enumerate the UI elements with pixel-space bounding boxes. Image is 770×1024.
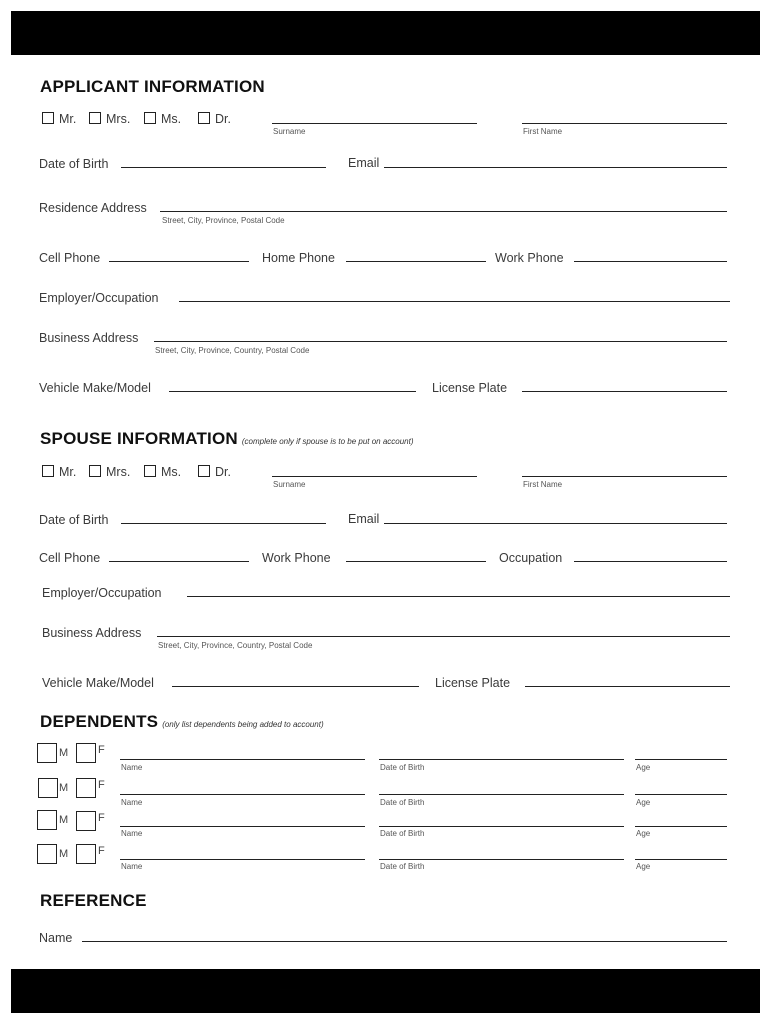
spouse-vehicle-label: Vehicle Make/Model xyxy=(42,676,154,690)
spouse-occupation-field[interactable] xyxy=(574,561,727,562)
dependent-2-name-label: Name xyxy=(121,798,143,807)
reference-name-field[interactable] xyxy=(82,941,727,942)
dependent-4-dob-label: Date of Birth xyxy=(380,862,425,871)
applicant-heading: APPLICANT INFORMATION xyxy=(40,77,265,96)
applicant-home-field[interactable] xyxy=(346,261,486,262)
footer-bar xyxy=(11,969,760,1013)
spouse-first-name-label: First Name xyxy=(523,480,563,489)
spouse-heading xyxy=(40,429,414,449)
applicant-business-hint: Street, City, Province, Country, Postal Code xyxy=(155,346,310,355)
applicant-vehicle-field[interactable] xyxy=(169,391,416,392)
applicant-home-label: Home Phone xyxy=(262,251,335,265)
spouse-email-label: Email xyxy=(348,512,380,526)
dependent-3-name-label: Name xyxy=(121,829,143,838)
spouse-first-name-field[interactable] xyxy=(522,476,727,477)
dependent-3-age-field[interactable] xyxy=(635,826,727,827)
spouse-heading-text: SPOUSE INFORMATION xyxy=(40,429,238,448)
dependent-3-female-checkbox[interactable] xyxy=(76,811,96,831)
dependent-4-female-checkbox[interactable] xyxy=(76,844,96,864)
dependent-1-name-label: Name xyxy=(121,763,143,772)
dependent-2-age-field[interactable] xyxy=(635,794,727,795)
dependent-4-female-label: F xyxy=(98,845,105,857)
applicant-residence-label: Residence Address xyxy=(39,201,147,215)
dependent-4-dob-field[interactable] xyxy=(379,859,624,860)
dependent-1-dob-label: Date of Birth xyxy=(380,763,425,772)
spouse-email-field[interactable] xyxy=(384,523,727,524)
applicant-dob-label: Date of Birth xyxy=(39,157,109,171)
spouse-mrs-checkbox[interactable] xyxy=(89,465,101,477)
spouse-occupation-label: Occupation xyxy=(499,551,563,565)
spouse-mr-checkbox[interactable] xyxy=(42,465,54,477)
spouse-work-label: Work Phone xyxy=(262,551,331,565)
applicant-plate-label: License Plate xyxy=(432,381,508,395)
dependent-1-age-label: Age xyxy=(636,763,651,772)
applicant-dob-field[interactable] xyxy=(121,167,326,168)
dependents-heading xyxy=(40,712,324,732)
dependent-1-male-checkbox[interactable] xyxy=(37,743,57,763)
applicant-work-field[interactable] xyxy=(574,261,727,262)
dependent-3-male-label: M xyxy=(59,814,69,826)
spouse-dob-field[interactable] xyxy=(121,523,326,524)
dependent-4-age-field[interactable] xyxy=(635,859,727,860)
spouse-ms-checkbox[interactable] xyxy=(144,465,156,477)
dependent-4-age-label: Age xyxy=(636,862,651,871)
applicant-email-field[interactable] xyxy=(384,167,727,168)
dependents-note: (only list dependents being added to account) xyxy=(162,720,324,729)
dependent-2-age-label: Age xyxy=(636,798,651,807)
applicant-business-field[interactable] xyxy=(154,341,727,342)
dependent-2-female-checkbox[interactable] xyxy=(76,778,96,798)
dependent-1-age-field[interactable] xyxy=(635,759,727,760)
spouse-employer-field[interactable] xyxy=(187,596,730,597)
applicant-ms-checkbox[interactable] xyxy=(144,112,156,124)
applicant-residence-field[interactable] xyxy=(160,211,727,212)
spouse-plate-label: License Plate xyxy=(435,676,511,690)
applicant-dr-checkbox[interactable] xyxy=(198,112,210,124)
applicant-business-label: Business Address xyxy=(39,331,139,345)
spouse-employer-label: Employer/Occupation xyxy=(42,586,162,600)
dependent-2-male-checkbox[interactable] xyxy=(38,778,58,798)
spouse-vehicle-field[interactable] xyxy=(172,686,419,687)
spouse-business-hint: Street, City, Province, Country, Postal Code xyxy=(158,641,313,650)
dependent-3-dob-label: Date of Birth xyxy=(380,829,425,838)
applicant-vehicle-label: Vehicle Make/Model xyxy=(39,381,151,395)
dependent-2-dob-label: Date of Birth xyxy=(380,798,425,807)
spouse-plate-field[interactable] xyxy=(525,686,730,687)
dependent-1-dob-field[interactable] xyxy=(379,759,624,760)
dependent-1-male-label: M xyxy=(59,747,69,759)
dependent-2-male-label: M xyxy=(59,782,69,794)
applicant-dr-label: Dr. xyxy=(215,112,231,126)
dependent-3-dob-field[interactable] xyxy=(379,826,624,827)
dependents-heading-text: DEPENDENTS xyxy=(40,712,159,731)
applicant-email-label: Email xyxy=(348,156,380,170)
applicant-work-label: Work Phone xyxy=(495,251,564,265)
dependent-4-name-field[interactable] xyxy=(120,859,365,860)
spouse-mr-label: Mr. xyxy=(59,465,77,479)
applicant-residence-hint: Street, City, Province, Postal Code xyxy=(162,216,285,225)
spouse-cell-label: Cell Phone xyxy=(39,551,101,565)
spouse-dob-label: Date of Birth xyxy=(39,513,109,527)
spouse-cell-field[interactable] xyxy=(109,561,249,562)
applicant-ms-label: Ms. xyxy=(161,112,182,126)
dependent-3-male-checkbox[interactable] xyxy=(37,810,57,830)
dependent-3-name-field[interactable] xyxy=(120,826,365,827)
spouse-ms-label: Ms. xyxy=(161,465,182,479)
header-bar xyxy=(11,11,760,55)
applicant-employer-field[interactable] xyxy=(179,301,730,302)
reference-name-label: Name xyxy=(39,931,73,945)
applicant-mrs-label: Mrs. xyxy=(106,112,131,126)
dependent-1-name-field[interactable] xyxy=(120,759,365,760)
dependent-4-male-checkbox[interactable] xyxy=(37,844,57,864)
dependent-4-name-label: Name xyxy=(121,862,143,871)
applicant-cell-label: Cell Phone xyxy=(39,251,101,265)
applicant-plate-field[interactable] xyxy=(522,391,727,392)
applicant-employer-label: Employer/Occupation xyxy=(39,291,159,305)
spouse-mrs-label: Mrs. xyxy=(106,465,131,479)
spouse-work-field[interactable] xyxy=(346,561,486,562)
applicant-surname-label: Surname xyxy=(273,127,306,136)
spouse-dr-checkbox[interactable] xyxy=(198,465,210,477)
applicant-first-name-field[interactable] xyxy=(522,123,727,124)
dependent-1-female-label: F xyxy=(98,744,105,756)
spouse-dr-label: Dr. xyxy=(215,465,231,479)
spouse-surname-label: Surname xyxy=(273,480,306,489)
dependent-2-female-label: F xyxy=(98,779,105,791)
applicant-mrs-checkbox[interactable] xyxy=(89,112,101,124)
spouse-business-field[interactable] xyxy=(157,636,730,637)
applicant-first-name-label: First Name xyxy=(523,127,563,136)
spouse-surname-field[interactable] xyxy=(272,476,477,477)
dependent-2-name-field[interactable] xyxy=(120,794,365,795)
applicant-cell-field[interactable] xyxy=(109,261,249,262)
dependent-4-male-label: M xyxy=(59,848,69,860)
applicant-surname-field[interactable] xyxy=(272,123,477,124)
dependent-2-dob-field[interactable] xyxy=(379,794,624,795)
dependent-3-female-label: F xyxy=(98,812,105,824)
reference-heading: REFERENCE xyxy=(40,891,147,910)
spouse-note: (complete only if spouse is to be put on account) xyxy=(241,437,414,446)
applicant-mr-label: Mr. xyxy=(59,112,77,126)
dependent-1-female-checkbox[interactable] xyxy=(76,743,96,763)
applicant-mr-checkbox[interactable] xyxy=(42,112,54,124)
dependent-3-age-label: Age xyxy=(636,829,651,838)
spouse-business-label: Business Address xyxy=(42,626,142,640)
